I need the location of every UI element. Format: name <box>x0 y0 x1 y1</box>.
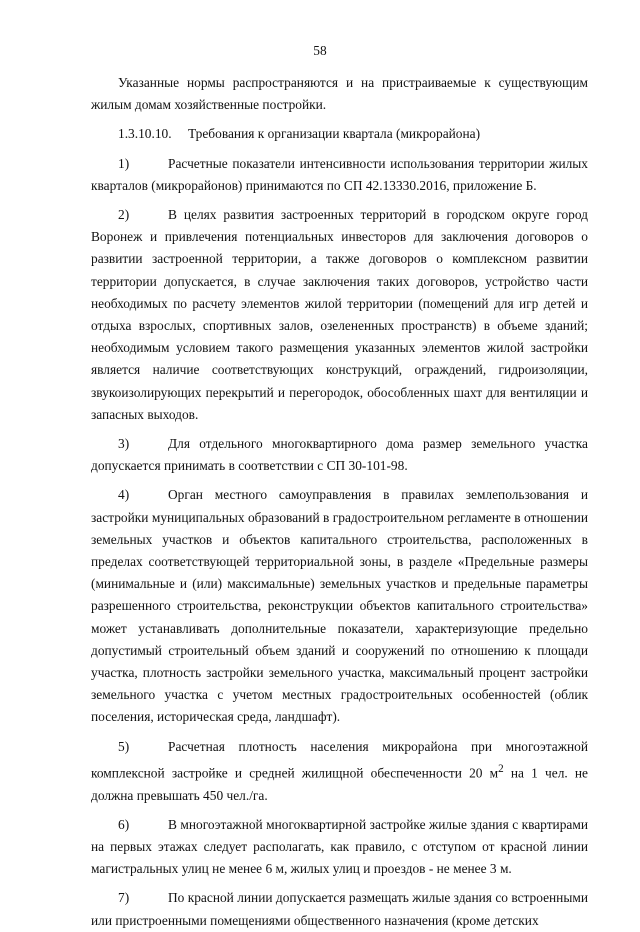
paragraph-text: Орган местного самоуправления в правилах землепользования и застройки муниципальных образований в градостроительном регламенте в отношении земельных участков и объектов капитального строительства, расположенных в пределах соответствующей территориальной зоны, в разделе «Предельные размеры (минимальные и (или) максимальные) земельных участков и предельные параметры разрешенного строительства, реконструкции объектов капитального строительства» может устанавливать дополнительные показатели, характеризующие предельно допустимый строительный объем зданий и сооружений по отношению к площади участка, плотность застройки земельного участка, максимальный процент застройки земельного участка с учетом местных градостроительных особенностей (облик поселения, историческая среда, ландшафт). <box>91 487 588 725</box>
item-number: 5) <box>118 738 130 754</box>
paragraph-7 <box>91 887 588 931</box>
paragraph-text: В многоэтажной многоквартирной застройке жилые здания с квартирами на первых этажах следует располагать, как правило, с отступом от красной линии магистральных улиц не менее 6 м, жилых улиц и проездов - не менее 3 м. <box>91 816 588 877</box>
item-number: 1) <box>118 155 130 171</box>
paragraph-5 <box>91 736 588 807</box>
paragraph-intro <box>91 72 588 116</box>
paragraph-text: По красной линии допускается размещать жилые здания со встроенными или пристроенными помещениями общественного назначения (кроме детских <box>91 890 588 928</box>
paragraph-text: Расчетные показатели интенсивности использования территории жилых кварталов (микрорайонов) принимаются по СП 42.13330.2016, приложение Б. <box>91 155 588 193</box>
body-text <box>91 72 588 932</box>
item-number: 6) <box>118 816 130 832</box>
paragraph-4 <box>91 484 588 728</box>
page-number: 58 <box>313 43 327 58</box>
paragraph-1 <box>91 153 588 197</box>
paragraph-text-before: Расчетная плотность населения микрорайона при многоэтажной комплексной застройке и средней жилищной обеспеченности 20 м <box>91 738 588 781</box>
paragraph-6 <box>91 814 588 881</box>
paragraph-text: Для отдельного многоквартирного дома размер земельного участка допускается принимать в соответствии с СП 30-101-98. <box>91 436 588 474</box>
superscript: 2 <box>498 762 504 775</box>
item-number: 4) <box>118 487 130 503</box>
paragraph-2 <box>91 204 588 426</box>
section-number: 1.3.10.10. <box>118 126 172 142</box>
paragraph-text-after: на 1 чел. не должна превышать 450 чел./га. <box>91 765 588 803</box>
paragraph-3 <box>91 433 588 477</box>
paragraph-text: В целях развития застроенных территорий в городском округе город Воронеж и привлечения потенциальных инвесторов для заключения договоров о развитии застроенной территории, а также договоров о комплексном развитии территории допускается, в случае заключения таких договоров, устройство части необходимых по расчету элементов жилой территории (помещений для игр детей и отдыха взрослых, спортивных залов, озелененных пространств) в объеме зданий; необходимым условием такого размещения указанных элементов жилой застройки является наличие соответствующих конструкций, ограждений, гидроизоляции, звукоизолирующих перекрытий и перегородок, обособленных шахт для вентиляции и запасных выходов. <box>91 207 588 422</box>
item-number: 3) <box>118 436 130 452</box>
item-number: 7) <box>118 890 130 906</box>
section-title: Требования к организации квартала (микрорайона) <box>188 126 481 142</box>
section-heading <box>91 123 588 145</box>
paragraph-text: Указанные нормы распространяются и на пристраиваемые к существующим жилым домам хозяйственные постройки. <box>91 75 588 113</box>
item-number: 2) <box>118 207 130 223</box>
